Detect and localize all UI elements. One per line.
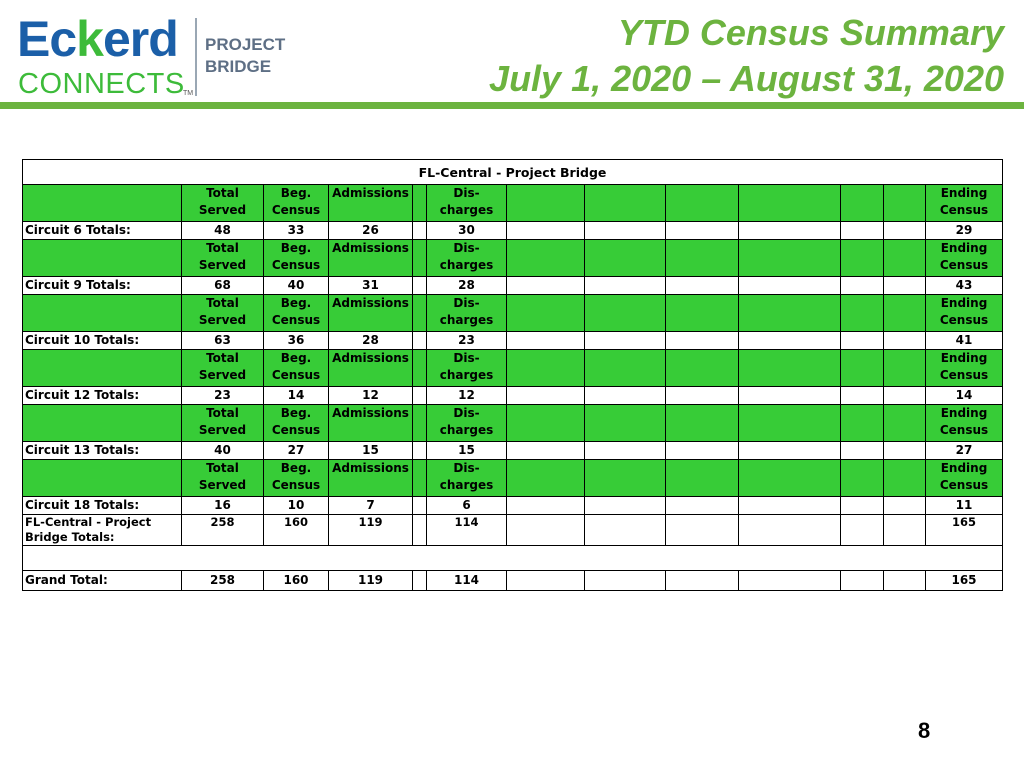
empty-cell <box>884 277 926 295</box>
header-divider-rule <box>0 102 1024 109</box>
header-empty-cell <box>666 350 739 387</box>
logo-eckerd-wordmark: Eckerd <box>17 11 178 67</box>
header-ending-census: Ending Census <box>926 295 1003 332</box>
header-empty-cell <box>841 405 884 442</box>
empty-cell <box>841 571 884 591</box>
header-empty-cell <box>585 460 666 497</box>
table-caption-row <box>23 160 1003 185</box>
empty-cell <box>841 387 884 405</box>
beg-census-value: 36 <box>264 332 329 350</box>
logo-connects-text: CONNECTS <box>18 68 185 100</box>
header-empty-cell <box>884 185 926 222</box>
header-empty-cell <box>841 240 884 277</box>
circuit-totals-row <box>23 387 1003 405</box>
admissions-value: 119 <box>329 515 413 546</box>
empty-cell <box>666 442 739 460</box>
admissions-value: 12 <box>329 387 413 405</box>
header-beg-census: Beg. Census <box>264 185 329 222</box>
header-discharges: Dis- charges <box>427 405 507 442</box>
empty-cell <box>884 332 926 350</box>
header-empty-cell <box>666 460 739 497</box>
ending-census-value: 29 <box>926 222 1003 240</box>
header-beg-census: Beg. Census <box>264 295 329 332</box>
header-empty-cell <box>507 350 585 387</box>
header-empty-cell <box>666 405 739 442</box>
empty-cell <box>884 497 926 515</box>
discharges-value: 28 <box>427 277 507 295</box>
grand-total-row <box>23 571 1003 591</box>
empty-cell <box>739 387 841 405</box>
logo-project-bridge: PROJECT BRIDGE <box>205 35 286 76</box>
header-total-served: Total Served <box>182 240 264 277</box>
table-caption: FL-Central - Project Bridge <box>23 160 1003 185</box>
header-ending-census: Ending Census <box>926 405 1003 442</box>
header-empty-cell <box>585 350 666 387</box>
header-ending-census: Ending Census <box>926 460 1003 497</box>
column-header-row <box>23 295 1003 332</box>
admissions-value: 31 <box>329 277 413 295</box>
header-admissions: Admissions <box>329 460 413 497</box>
header-empty-cell <box>507 295 585 332</box>
empty-cell <box>585 332 666 350</box>
empty-cell <box>585 387 666 405</box>
row-label: Circuit 12 Totals: <box>23 387 182 405</box>
total-served-value: 48 <box>182 222 264 240</box>
admissions-value: 119 <box>329 571 413 591</box>
discharges-value: 114 <box>427 515 507 546</box>
header-empty-cell <box>507 185 585 222</box>
total-served-value: 40 <box>182 442 264 460</box>
header-empty-cell <box>884 240 926 277</box>
empty-cell <box>739 571 841 591</box>
header-empty-cell <box>841 460 884 497</box>
beg-census-value: 160 <box>264 571 329 591</box>
circuit-totals-row <box>23 442 1003 460</box>
header-empty-cell <box>739 460 841 497</box>
empty-cell <box>413 332 427 350</box>
empty-cell <box>739 497 841 515</box>
empty-cell <box>739 222 841 240</box>
empty-cell <box>507 442 585 460</box>
total-served-value: 16 <box>182 497 264 515</box>
empty-cell <box>507 387 585 405</box>
header-beg-census: Beg. Census <box>264 460 329 497</box>
empty-cell <box>413 222 427 240</box>
empty-cell <box>507 222 585 240</box>
header-empty-cell <box>585 240 666 277</box>
discharges-value: 6 <box>427 497 507 515</box>
header-empty-cell <box>413 295 427 332</box>
admissions-value: 7 <box>329 497 413 515</box>
header-empty-cell <box>739 185 841 222</box>
header-empty-cell <box>739 405 841 442</box>
header-admissions: Admissions <box>329 350 413 387</box>
header-total-served: Total Served <box>182 405 264 442</box>
empty-cell <box>739 442 841 460</box>
region-totals-row <box>23 515 1003 546</box>
empty-cell <box>666 571 739 591</box>
beg-census-value: 40 <box>264 277 329 295</box>
discharges-value: 114 <box>427 571 507 591</box>
header-empty-cell <box>739 240 841 277</box>
header-beg-census: Beg. Census <box>264 350 329 387</box>
header-admissions: Admissions <box>329 185 413 222</box>
empty-cell <box>739 515 841 546</box>
slide-subtitle-date-range: July 1, 2020 – August 31, 2020 <box>489 58 1004 99</box>
empty-cell <box>841 222 884 240</box>
empty-cell <box>884 571 926 591</box>
empty-cell <box>841 442 884 460</box>
empty-cell <box>841 515 884 546</box>
circuit-totals-row <box>23 222 1003 240</box>
header-empty-cell <box>413 350 427 387</box>
header-total-served: Total Served <box>182 460 264 497</box>
row-label: Circuit 9 Totals: <box>23 277 182 295</box>
empty-cell <box>585 442 666 460</box>
eckerd-connects-logo <box>17 11 307 100</box>
total-served-value: 23 <box>182 387 264 405</box>
header-total-served: Total Served <box>182 350 264 387</box>
row-label: Circuit 18 Totals: <box>23 497 182 515</box>
admissions-value: 15 <box>329 442 413 460</box>
header-label-cell <box>23 295 182 332</box>
beg-census-value: 33 <box>264 222 329 240</box>
beg-census-value: 160 <box>264 515 329 546</box>
header-empty-cell <box>413 405 427 442</box>
admissions-value: 26 <box>329 222 413 240</box>
header-empty-cell <box>739 295 841 332</box>
empty-cell <box>413 571 427 591</box>
empty-cell <box>739 277 841 295</box>
empty-cell <box>841 332 884 350</box>
empty-cell <box>413 387 427 405</box>
header-empty-cell <box>841 185 884 222</box>
empty-cell <box>884 442 926 460</box>
empty-cell <box>884 387 926 405</box>
total-served-value: 63 <box>182 332 264 350</box>
ending-census-value: 14 <box>926 387 1003 405</box>
column-header-row <box>23 405 1003 442</box>
empty-cell <box>666 222 739 240</box>
header-empty-cell <box>884 295 926 332</box>
ending-census-value: 11 <box>926 497 1003 515</box>
empty-cell <box>413 277 427 295</box>
column-header-row <box>23 185 1003 222</box>
header-discharges: Dis- charges <box>427 240 507 277</box>
header-label-cell <box>23 185 182 222</box>
empty-cell <box>413 515 427 546</box>
header-label-cell <box>23 460 182 497</box>
header-label-cell <box>23 240 182 277</box>
header-ending-census: Ending Census <box>926 240 1003 277</box>
column-header-row <box>23 240 1003 277</box>
header-empty-cell <box>507 460 585 497</box>
spacer-row <box>23 546 1003 571</box>
header-ending-census: Ending Census <box>926 185 1003 222</box>
header-empty-cell <box>507 240 585 277</box>
header-discharges: Dis- charges <box>427 185 507 222</box>
header-empty-cell <box>413 460 427 497</box>
total-served-value: 68 <box>182 277 264 295</box>
header-empty-cell <box>841 350 884 387</box>
page-number: 8 <box>918 718 931 743</box>
column-header-row <box>23 350 1003 387</box>
empty-cell <box>666 332 739 350</box>
circuit-totals-row <box>23 497 1003 515</box>
discharges-value: 30 <box>427 222 507 240</box>
discharges-value: 23 <box>427 332 507 350</box>
discharges-value: 15 <box>427 442 507 460</box>
admissions-value: 28 <box>329 332 413 350</box>
empty-cell <box>739 332 841 350</box>
logo-trademark: TM <box>183 90 194 97</box>
circuit-totals-row <box>23 332 1003 350</box>
empty-cell <box>666 497 739 515</box>
empty-cell <box>585 222 666 240</box>
row-label: Grand Total: <box>23 571 182 591</box>
header-beg-census: Beg. Census <box>264 405 329 442</box>
empty-cell <box>666 387 739 405</box>
header-admissions: Admissions <box>329 295 413 332</box>
header-empty-cell <box>666 185 739 222</box>
header-label-cell <box>23 350 182 387</box>
discharges-value: 12 <box>427 387 507 405</box>
header-empty-cell <box>884 350 926 387</box>
header-empty-cell <box>585 405 666 442</box>
header-empty-cell <box>413 240 427 277</box>
empty-cell <box>507 277 585 295</box>
empty-cell <box>884 222 926 240</box>
spacer-cell <box>23 546 1003 571</box>
beg-census-value: 10 <box>264 497 329 515</box>
empty-cell <box>507 497 585 515</box>
header-empty-cell <box>884 460 926 497</box>
empty-cell <box>666 515 739 546</box>
header-empty-cell <box>585 185 666 222</box>
header-total-served: Total Served <box>182 295 264 332</box>
header-empty-cell <box>739 350 841 387</box>
header-label-cell <box>23 405 182 442</box>
header-admissions: Admissions <box>329 405 413 442</box>
empty-cell <box>841 497 884 515</box>
header-discharges: Dis- charges <box>427 460 507 497</box>
empty-cell <box>884 515 926 546</box>
header-empty-cell <box>413 185 427 222</box>
row-label: Circuit 6 Totals: <box>23 222 182 240</box>
header-empty-cell <box>585 295 666 332</box>
empty-cell <box>413 497 427 515</box>
header-empty-cell <box>841 295 884 332</box>
empty-cell <box>585 497 666 515</box>
empty-cell <box>585 571 666 591</box>
empty-cell <box>666 277 739 295</box>
row-label: Circuit 10 Totals: <box>23 332 182 350</box>
row-label: Circuit 13 Totals: <box>23 442 182 460</box>
header-empty-cell <box>666 295 739 332</box>
empty-cell <box>585 277 666 295</box>
ending-census-value: 41 <box>926 332 1003 350</box>
beg-census-value: 14 <box>264 387 329 405</box>
header-admissions: Admissions <box>329 240 413 277</box>
header-total-served: Total Served <box>182 185 264 222</box>
header-discharges: Dis- charges <box>427 350 507 387</box>
header-empty-cell <box>884 405 926 442</box>
total-served-value: 258 <box>182 571 264 591</box>
beg-census-value: 27 <box>264 442 329 460</box>
header-empty-cell <box>666 240 739 277</box>
slide-title: YTD Census Summary <box>617 12 1004 53</box>
empty-cell <box>413 442 427 460</box>
empty-cell <box>585 515 666 546</box>
empty-cell <box>507 571 585 591</box>
row-label: FL-Central - Project Bridge Totals: <box>23 515 182 546</box>
logo-divider <box>195 18 197 96</box>
column-header-row <box>23 460 1003 497</box>
empty-cell <box>841 277 884 295</box>
header-beg-census: Beg. Census <box>264 240 329 277</box>
circuit-totals-row <box>23 277 1003 295</box>
census-summary-table <box>22 159 1003 591</box>
ending-census-value: 165 <box>926 515 1003 546</box>
ending-census-value: 165 <box>926 571 1003 591</box>
ending-census-value: 27 <box>926 442 1003 460</box>
header-discharges: Dis- charges <box>427 295 507 332</box>
ending-census-value: 43 <box>926 277 1003 295</box>
empty-cell <box>507 332 585 350</box>
empty-cell <box>507 515 585 546</box>
header-empty-cell <box>507 405 585 442</box>
header-ending-census: Ending Census <box>926 350 1003 387</box>
total-served-value: 258 <box>182 515 264 546</box>
